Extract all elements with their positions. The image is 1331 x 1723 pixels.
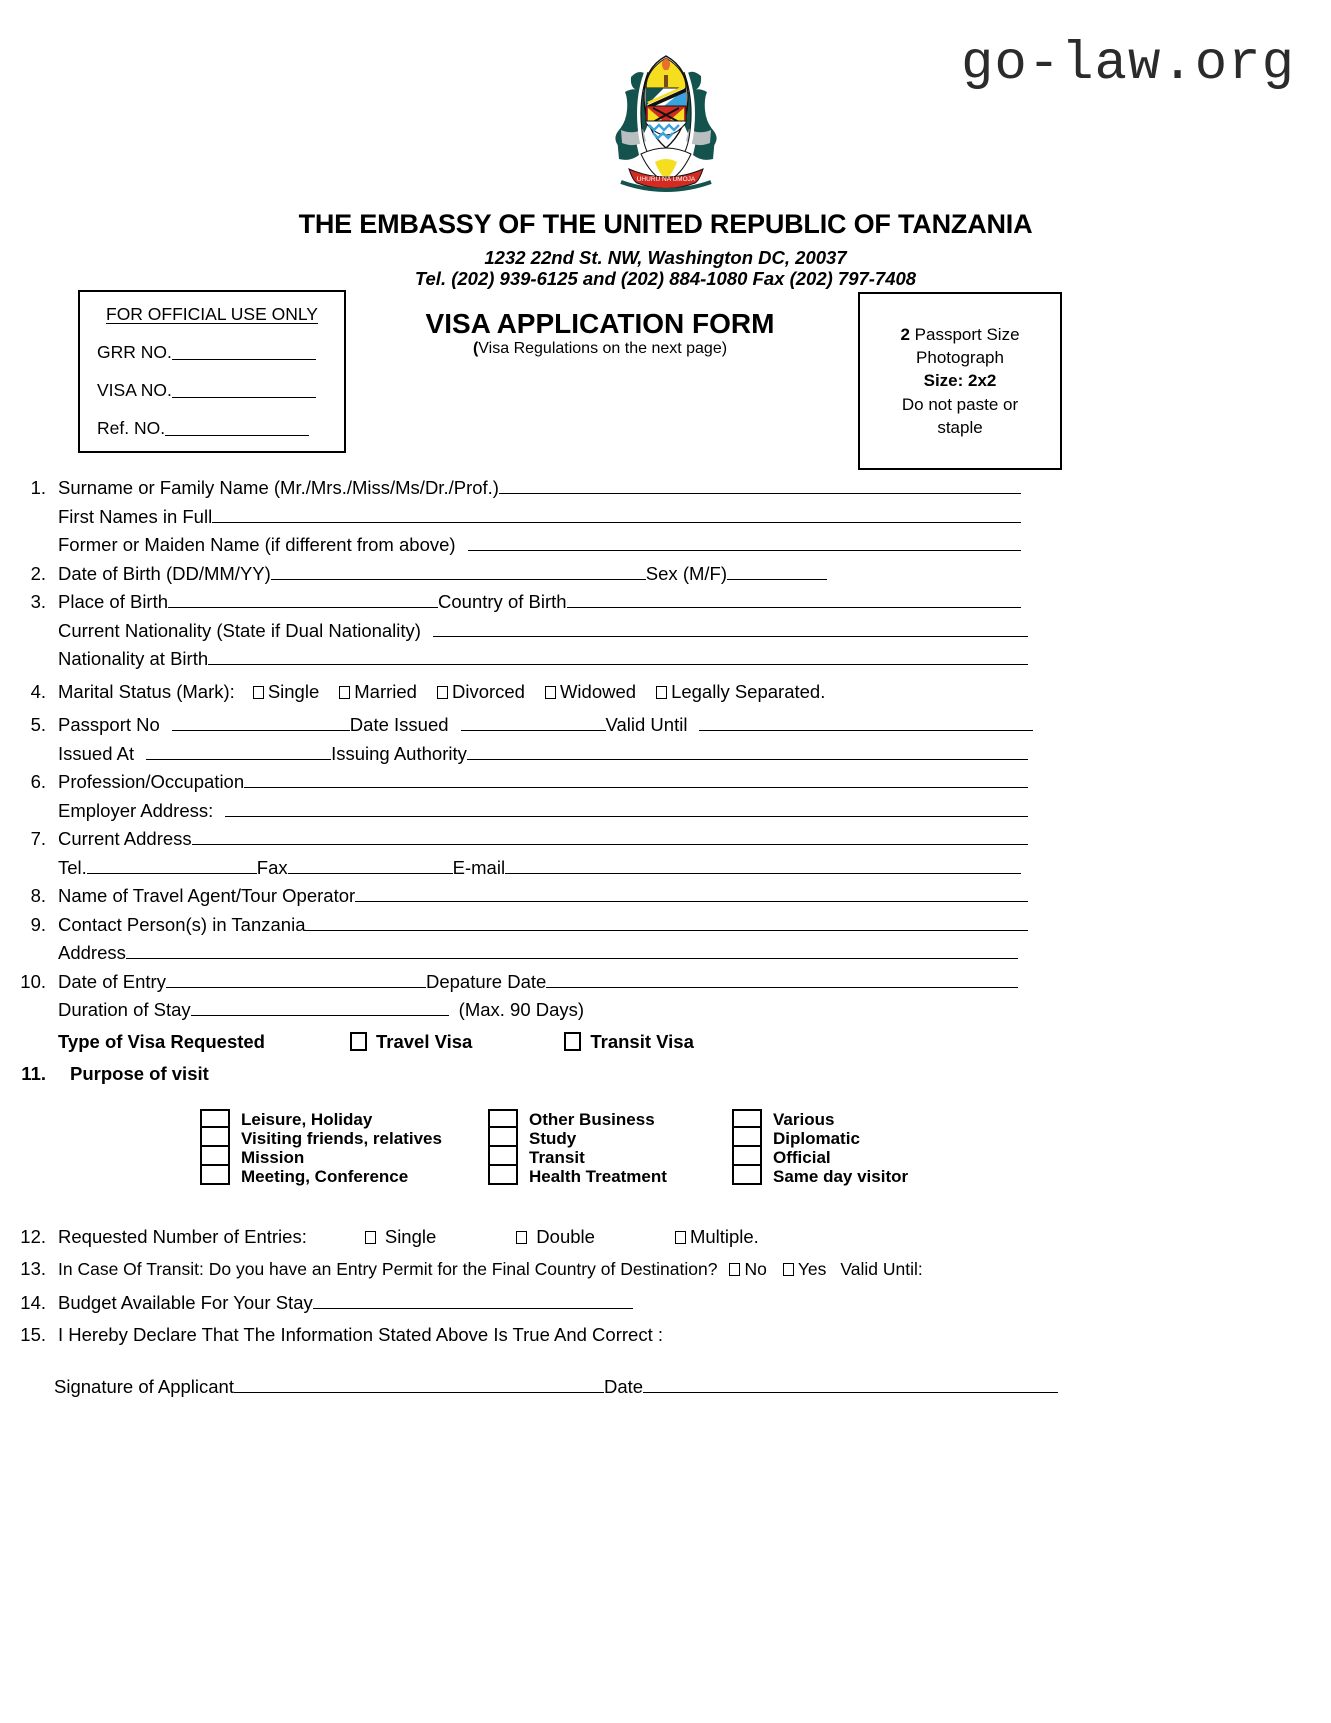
svg-text:UHURU NA UMOJA: UHURU NA UMOJA <box>636 176 695 183</box>
field-row-contact-address <box>0 943 1331 963</box>
field-row-first-names <box>0 507 1331 527</box>
item-number-12: 12. <box>20 1225 46 1247</box>
field-row-current-nationality <box>0 621 1331 641</box>
purpose-option-various[interactable] <box>732 1110 932 1129</box>
embassy-title: THE EMBASSY OF THE UNITED REPUBLIC OF TANZANIA <box>298 209 1033 239</box>
contact-address-label: Address <box>58 942 126 963</box>
contact-person-label: Contact Person(s) in Tanzania <box>58 913 306 935</box>
former-name-input[interactable] <box>468 535 1021 551</box>
field-row-declaration <box>0 1326 1331 1345</box>
embassy-address: 1232 22nd St. NW, Washington DC, 20037 <box>484 247 847 268</box>
item-number-1: 1. <box>30 477 46 498</box>
marital-option-single-label: Single <box>267 680 320 702</box>
purpose-option-mission-label: Mission <box>241 1147 305 1167</box>
field-row-duration-of-stay <box>0 1000 1331 1020</box>
email-label: E-mail <box>452 856 506 878</box>
field-row-marital-status <box>0 680 1331 702</box>
signature-label: Signature of Applicant <box>54 1375 234 1397</box>
ref-no-input[interactable] <box>165 421 309 436</box>
email-input[interactable] <box>505 858 1021 874</box>
field-row-issued-at <box>0 744 1331 764</box>
visa-type-travel[interactable] <box>265 1032 472 1052</box>
field-row-dob <box>0 564 1331 584</box>
item-number-3: 3. <box>30 591 46 612</box>
current-address-input[interactable] <box>192 829 1028 845</box>
marital-option-married[interactable] <box>319 680 417 702</box>
official-use-box <box>78 290 346 453</box>
contact-person-input[interactable] <box>305 915 1028 931</box>
item-number-2: 2. <box>30 562 46 584</box>
checkbox-icon[interactable] <box>732 1147 762 1166</box>
place-of-birth-input[interactable] <box>168 592 438 608</box>
passport-no-input[interactable] <box>172 715 350 731</box>
coat-of-arms-container <box>0 42 1331 202</box>
item-number-6: 6. <box>30 771 46 792</box>
max-days-note: (Max. 90 Days) <box>458 999 585 1020</box>
nationality-at-birth-label: Nationality at Birth <box>58 648 209 669</box>
item-number-11: 11. <box>21 1063 46 1084</box>
photo-line-1 <box>900 323 1019 346</box>
fax-input[interactable] <box>288 858 453 874</box>
visa-type-label: Type of Visa Requested <box>58 1030 265 1052</box>
checkbox-icon[interactable] <box>253 686 264 699</box>
photo-count: 2 <box>900 325 910 345</box>
item-number-9: 9. <box>30 913 46 935</box>
field-row-surname <box>0 478 1331 498</box>
checkbox-icon[interactable] <box>200 1166 230 1185</box>
valid-until-input[interactable] <box>699 715 1033 731</box>
transit-permit-yes[interactable] <box>767 1261 827 1279</box>
current-nationality-label: Current Nationality (State if Dual Nationality) <box>58 619 421 641</box>
item-number-10: 10. <box>20 970 46 992</box>
checkbox-icon[interactable] <box>488 1109 518 1128</box>
purpose-option-transit[interactable] <box>488 1148 732 1167</box>
issuing-authority-input[interactable] <box>467 744 1028 760</box>
marital-option-legally-separated[interactable] <box>636 680 826 702</box>
date-of-entry-label: Date of Entry <box>58 970 166 992</box>
purpose-option-study-label: Study <box>529 1128 577 1148</box>
signature-input[interactable] <box>234 1377 604 1393</box>
item-number-14: 14. <box>20 1291 46 1313</box>
visa-no-label: VISA NO. <box>97 380 172 400</box>
field-row-current-address <box>0 829 1331 849</box>
checkbox-icon[interactable] <box>488 1166 518 1185</box>
purpose-option-visiting-friends[interactable] <box>200 1129 488 1148</box>
signature-date-label: Date <box>604 1375 644 1397</box>
purpose-option-other-business[interactable] <box>488 1110 732 1129</box>
official-use-title: FOR OFFICIAL USE ONLY <box>106 304 318 324</box>
purpose-option-health-treatment-label: Health Treatment <box>529 1166 667 1186</box>
field-row-number-of-entries <box>0 1225 1331 1247</box>
passport-no-label: Passport No <box>58 714 160 735</box>
contact-address-input[interactable] <box>126 943 1018 959</box>
item-number-5: 5. <box>30 714 46 735</box>
purpose-option-transit-label: Transit <box>529 1147 585 1167</box>
duration-of-stay-input[interactable] <box>191 1000 449 1016</box>
marital-option-divorced-label: Divorced <box>451 680 525 702</box>
purpose-option-leisure[interactable] <box>200 1110 488 1129</box>
embassy-phone: Tel. (202) 939-6125 and (202) 884-1080 Fax (202) 797-7408 <box>414 268 917 289</box>
ref-no-row <box>97 418 344 439</box>
field-row-profession <box>0 772 1331 792</box>
fax-label: Fax <box>256 856 288 878</box>
item-number-15: 15. <box>20 1324 46 1345</box>
photograph-box <box>858 292 1062 470</box>
grr-no-input[interactable] <box>172 345 316 360</box>
purpose-option-mission[interactable] <box>200 1148 488 1167</box>
spacer <box>0 1186 1331 1218</box>
tanzania-coat-of-arms-icon <box>591 42 741 197</box>
purpose-option-diplomatic[interactable] <box>732 1129 932 1148</box>
entries-option-single-label: Single <box>384 1225 437 1247</box>
date-issued-input[interactable] <box>461 715 606 731</box>
entries-option-single[interactable] <box>307 1225 437 1247</box>
checkbox-icon[interactable] <box>200 1147 230 1166</box>
transit-permit-label: In Case Of Transit: Do you have an Entry Permit for the Final Country of Destination? <box>58 1259 718 1279</box>
field-row-signature <box>0 1377 1331 1397</box>
valid-until-label: Valid Until <box>605 714 688 735</box>
first-names-label: First Names in Full <box>58 505 213 527</box>
visa-no-row <box>97 380 344 401</box>
checkbox-icon[interactable] <box>200 1109 230 1128</box>
purpose-of-visit-label: Purpose of visit <box>70 1063 209 1084</box>
dob-label: Date of Birth (DD/MM/YY) <box>58 562 271 584</box>
grr-no-label: GRR NO. <box>97 342 172 362</box>
checkbox-icon[interactable] <box>437 686 448 699</box>
employer-address-label: Employer Address: <box>58 799 214 821</box>
nationality-at-birth-input[interactable] <box>208 649 1028 665</box>
checkbox-icon[interactable] <box>732 1128 762 1147</box>
photo-line-2: Photograph <box>916 348 1004 368</box>
travel-agent-input[interactable] <box>355 886 1028 902</box>
issued-at-input[interactable] <box>146 744 331 760</box>
photo-size-text: Passport Size <box>909 325 1020 345</box>
marital-option-legally-separated-label: Legally Separated. <box>671 680 826 702</box>
field-row-purpose-of-visit <box>0 1065 1331 1084</box>
field-row-contact-details <box>0 858 1331 878</box>
field-row-transit-permit <box>0 1260 1331 1279</box>
tel-label: Tel. <box>58 856 87 878</box>
field-row-former-name <box>0 535 1331 555</box>
purpose-option-health-treatment[interactable] <box>488 1167 732 1186</box>
departure-date-input[interactable] <box>546 972 1018 988</box>
item-number-7: 7. <box>30 828 46 849</box>
field-row-budget <box>0 1293 1331 1313</box>
visa-type-travel-label: Travel Visa <box>376 1030 473 1052</box>
checkbox-icon[interactable] <box>339 686 350 699</box>
marital-status-label: Marital Status (Mark): <box>58 680 235 702</box>
former-name-label: Former or Maiden Name (if different from above) <box>58 534 456 555</box>
profession-label: Profession/Occupation <box>58 771 245 792</box>
profession-input[interactable] <box>244 772 1028 788</box>
page-subtitle <box>360 340 840 358</box>
employer-address-input[interactable] <box>225 801 1028 817</box>
field-row-nationality-at-birth <box>0 649 1331 669</box>
field-row-contact-person <box>0 915 1331 935</box>
marital-option-widowed[interactable] <box>525 680 637 702</box>
date-issued-label: Date Issued <box>349 714 449 735</box>
travel-agent-label: Name of Travel Agent/Tour Operator <box>58 885 356 906</box>
field-row-entry-dates <box>0 972 1331 992</box>
current-address-label: Current Address <box>58 828 192 849</box>
field-row-place-of-birth <box>0 592 1331 612</box>
checkbox-icon[interactable] <box>732 1166 762 1185</box>
field-row-travel-agent <box>0 886 1331 906</box>
budget-label: Budget Available For Your Stay <box>58 1291 313 1313</box>
grr-no-row <box>97 342 344 363</box>
purpose-column-1 <box>200 1110 488 1186</box>
photo-line-4: Do not paste or <box>901 394 1019 414</box>
checkbox-icon[interactable] <box>350 1032 367 1051</box>
visa-no-input[interactable] <box>172 383 316 398</box>
item-number-8: 8. <box>30 885 46 906</box>
date-of-entry-input[interactable] <box>166 972 426 988</box>
checkbox-icon[interactable] <box>488 1147 518 1166</box>
budget-input[interactable] <box>313 1293 633 1309</box>
declaration-label: I Hereby Declare That The Information Stated Above Is True And Correct : <box>58 1324 663 1345</box>
site-watermark: go-law.org <box>960 34 1295 95</box>
page-subtitle-text: Visa Regulations on the next page) <box>478 340 728 357</box>
purpose-option-other-business-label: Other Business <box>529 1109 655 1129</box>
purpose-of-visit-grid <box>200 1110 1331 1186</box>
checkbox-icon[interactable] <box>545 686 556 699</box>
transit-permit-valid-until-label: Valid Until: <box>840 1259 923 1279</box>
marital-option-divorced[interactable] <box>417 680 525 702</box>
signature-date-input[interactable] <box>643 1377 1058 1393</box>
checkbox-icon[interactable] <box>564 1032 581 1051</box>
entries-option-double[interactable] <box>436 1225 595 1247</box>
first-names-input[interactable] <box>212 507 1021 523</box>
page-subtitle-paren: ( <box>472 340 479 357</box>
transit-permit-no[interactable] <box>717 1261 766 1279</box>
purpose-option-official-label: Official <box>773 1147 831 1167</box>
purpose-column-3 <box>732 1110 932 1186</box>
checkbox-icon[interactable] <box>365 1231 376 1244</box>
sex-input[interactable] <box>727 564 827 580</box>
purpose-option-meeting-conference[interactable] <box>200 1167 488 1186</box>
checkbox-icon[interactable] <box>516 1231 527 1244</box>
transit-permit-no-label: No <box>744 1259 767 1279</box>
purpose-option-official[interactable] <box>732 1148 932 1167</box>
duration-of-stay-label: Duration of Stay <box>58 999 191 1020</box>
item-number-13: 13. <box>20 1258 46 1279</box>
departure-date-label: Depature Date <box>425 970 547 992</box>
page-title: VISA APPLICATION FORM <box>425 308 775 339</box>
visa-type-transit[interactable] <box>472 1032 694 1052</box>
country-of-birth-input[interactable] <box>567 592 1021 608</box>
entries-option-double-label: Double <box>536 1225 595 1247</box>
purpose-option-visiting-friends-label: Visiting friends, relatives <box>241 1128 442 1148</box>
checkbox-icon[interactable] <box>732 1109 762 1128</box>
marital-option-single[interactable] <box>235 680 320 702</box>
surname-input[interactable] <box>499 478 1021 494</box>
issued-at-label: Issued At <box>58 742 135 764</box>
place-of-birth-label: Place of Birth <box>58 591 169 612</box>
issuing-authority-label: Issuing Authority <box>331 742 467 764</box>
surname-label: Surname or Family Name (Mr./Mrs./Miss/Ms/Dr./Prof.) <box>58 477 499 498</box>
field-row-employer-address <box>0 801 1331 821</box>
purpose-option-diplomatic-label: Diplomatic <box>773 1128 860 1148</box>
purpose-option-leisure-label: Leisure, Holiday <box>241 1109 373 1129</box>
field-row-visa-type <box>0 1032 1331 1052</box>
item-number-4: 4. <box>30 680 46 702</box>
checkbox-icon[interactable] <box>656 686 667 699</box>
purpose-option-various-label: Various <box>773 1109 835 1129</box>
checkbox-icon[interactable] <box>675 1231 686 1244</box>
ref-no-label: Ref. NO. <box>97 418 166 438</box>
purpose-option-same-day-visitor[interactable] <box>732 1167 932 1186</box>
purpose-option-meeting-conference-label: Meeting, Conference <box>241 1166 409 1186</box>
purpose-column-2 <box>488 1110 732 1186</box>
purpose-option-same-day-visitor-label: Same day visitor <box>773 1166 909 1186</box>
checkbox-icon[interactable] <box>488 1128 518 1147</box>
visa-type-transit-label: Transit Visa <box>590 1030 694 1052</box>
form-body <box>0 478 1331 1405</box>
marital-option-married-label: Married <box>354 680 417 702</box>
field-row-passport <box>0 715 1331 735</box>
sex-label: Sex (M/F) <box>645 562 727 584</box>
marital-option-widowed-label: Widowed <box>559 680 637 702</box>
current-nationality-input[interactable] <box>433 621 1028 637</box>
entries-option-multiple-label: Multiple. <box>689 1225 759 1247</box>
entries-option-multiple[interactable] <box>595 1225 759 1247</box>
photo-line-3: Size: 2x2 <box>923 371 997 391</box>
dob-input[interactable] <box>271 564 646 580</box>
checkbox-icon[interactable] <box>783 1263 794 1276</box>
tel-input[interactable] <box>87 858 257 874</box>
transit-permit-yes-label: Yes <box>797 1259 827 1279</box>
photo-line-5: staple <box>937 417 983 437</box>
number-of-entries-label: Requested Number of Entries: <box>58 1225 307 1247</box>
checkbox-icon[interactable] <box>729 1263 740 1276</box>
checkbox-icon[interactable] <box>200 1128 230 1147</box>
purpose-option-study[interactable] <box>488 1129 732 1148</box>
country-of-birth-label: Country of Birth <box>438 591 567 612</box>
